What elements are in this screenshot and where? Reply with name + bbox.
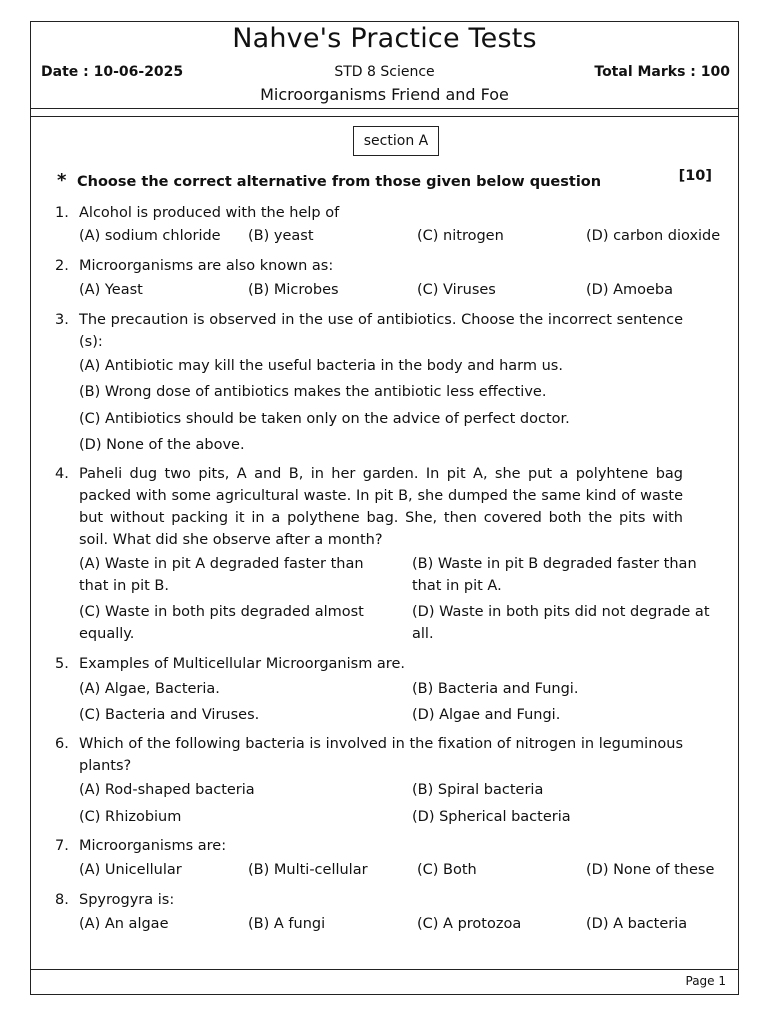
question-number: 5. <box>55 656 69 672</box>
chapter-title: Microorganisms Friend and Foe <box>260 85 509 104</box>
option: (C) Bacteria and Viruses. <box>79 707 260 723</box>
option: (A) Antibiotic may kill the useful bacteria in the body and harm us. <box>79 358 563 374</box>
option: (D) None of the above. <box>79 437 245 453</box>
question-number: 7. <box>55 838 69 854</box>
question-text: Which of the following bacteria is involved in the fixation of nitrogen in leguminous plants? <box>79 736 683 774</box>
option: (A) Unicellular <box>79 862 182 878</box>
option: (B) Microbes <box>248 282 339 298</box>
option: (D) Spherical bacteria <box>412 809 571 825</box>
total-marks: Total Marks : 100 <box>594 64 730 80</box>
option: (A) sodium chloride <box>79 228 221 244</box>
option: (B) Spiral bacteria <box>412 782 544 798</box>
question-number: 3. <box>55 312 69 328</box>
question-number: 6. <box>55 736 69 752</box>
option: (D) None of these <box>586 862 715 878</box>
header-divider <box>31 108 738 109</box>
question-text: Spyrogyra is: <box>79 892 175 908</box>
instruction-text: Choose the correct alternative from those given below question <box>77 174 602 190</box>
instruction <box>57 170 601 191</box>
option: (C) Both <box>417 862 477 878</box>
question-text: Microorganisms are also known as: <box>79 258 334 274</box>
option: (A) Rod-shaped bacteria <box>79 782 255 798</box>
section-label: section A <box>353 126 439 156</box>
question-number: 2. <box>55 258 69 274</box>
option: (A) Yeast <box>79 282 143 298</box>
question-number: 8. <box>55 892 69 908</box>
option: (C) Antibiotics should be taken only on the advice of perfect doctor. <box>79 411 570 427</box>
class-label: STD 8 Science <box>334 64 435 80</box>
option: (B) Waste in pit B degraded faster than that in pit A. <box>412 556 697 594</box>
option: (D) Amoeba <box>586 282 674 298</box>
section-marks: [10] <box>678 168 712 184</box>
page-frame <box>30 21 739 995</box>
option: (D) A bacteria <box>586 916 688 932</box>
option: (B) Wrong dose of antibiotics makes the antibiotic less effective. <box>79 384 547 400</box>
option: (B) A fungi <box>248 916 326 932</box>
option: (B) Bacteria and Fungi. <box>412 681 579 697</box>
option: (C) A protozoa <box>417 916 522 932</box>
option: (D) Waste in both pits did not degrade at all. <box>412 604 710 642</box>
option: (D) Algae and Fungi. <box>412 707 561 723</box>
option: (C) Viruses <box>417 282 496 298</box>
page-number: Page 1 <box>685 974 726 988</box>
page-title: Nahve's Practice Tests <box>232 23 537 54</box>
question-text: Alcohol is produced with the help of <box>79 205 340 221</box>
option: (C) nitrogen <box>417 228 504 244</box>
question-text: The precaution is observed in the use of antibiotics. Choose the incorrect sentence (s): <box>79 312 683 350</box>
option: (D) carbon dioxide <box>586 228 721 244</box>
header-divider-inner <box>31 116 738 117</box>
option: (C) Waste in both pits degraded almost equally. <box>79 604 364 642</box>
star-icon: * <box>57 170 67 191</box>
question-text: Paheli dug two pits, A and B, in her garden. In pit A, she put a polyhtene bag packed with some agricultural waste. In pit B, she dumped the same kind of waste but without packing it in a polythene bag. She, then covered both the pits with soil. What did she observe after a month? <box>79 466 683 548</box>
option: (B) Multi-cellular <box>248 862 368 878</box>
question-text: Microorganisms are: <box>79 838 227 854</box>
option: (A) An algae <box>79 916 169 932</box>
question-number: 1. <box>55 205 69 221</box>
footer-divider <box>31 969 738 970</box>
option: (B) yeast <box>248 228 314 244</box>
option: (C) Rhizobium <box>79 809 182 825</box>
option: (A) Waste in pit A degraded faster than that in pit B. <box>79 556 364 594</box>
question-text: Examples of Multicellular Microorganism are. <box>79 656 405 672</box>
question-number: 4. <box>55 466 69 482</box>
exam-date: Date : 10-06-2025 <box>41 64 184 80</box>
option: (A) Algae, Bacteria. <box>79 681 220 697</box>
